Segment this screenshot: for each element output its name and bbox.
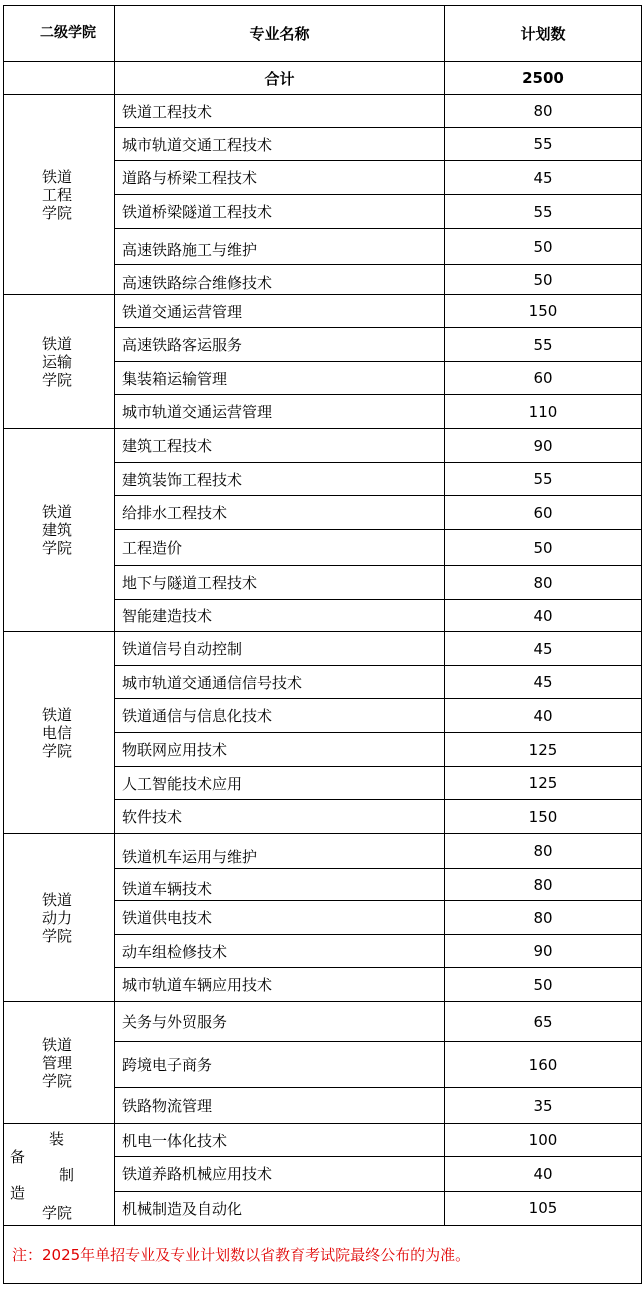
header-count: 计划数	[445, 6, 642, 62]
major-name: 城市轨道交通通信信号技术	[115, 666, 445, 699]
plan-count: 60	[445, 496, 642, 530]
major-name: 铁道工程技术	[115, 95, 445, 128]
college-cell	[4, 1002, 115, 1124]
college-cell	[4, 429, 115, 632]
plan-count: 105	[445, 1191, 642, 1225]
college-cell	[4, 95, 115, 295]
college-name-line: 运输	[42, 352, 73, 371]
major-name: 铁道通信与信息化技术	[115, 699, 445, 733]
plan-count: 55	[445, 328, 642, 362]
college-name-line: 学院	[42, 926, 73, 945]
plan-count: 55	[445, 128, 642, 161]
total-row	[4, 62, 642, 95]
table-row	[4, 1124, 642, 1157]
note-row	[4, 1226, 642, 1284]
college-name-line: 铁道	[42, 1035, 73, 1054]
college-name-line: 管理	[42, 1053, 73, 1072]
college-name-line: 电信	[42, 723, 73, 742]
table-row	[4, 429, 642, 463]
major-name: 机电一体化技术	[115, 1124, 445, 1157]
plan-count: 90	[445, 429, 642, 463]
major-name: 机械制造及自动化	[115, 1191, 445, 1225]
college-cell	[4, 295, 115, 429]
college-name-line: 装	[49, 1130, 65, 1148]
major-name: 动车组检修技术	[115, 935, 445, 968]
plan-count: 125	[445, 767, 642, 800]
college-name-line: 学院	[42, 741, 73, 760]
major-name: 道路与桥梁工程技术	[115, 161, 445, 195]
college-cell	[4, 834, 115, 1002]
plan-count: 80	[445, 566, 642, 600]
major-name: 铁道养路机械应用技术	[115, 1157, 445, 1191]
plan-count: 80	[445, 834, 642, 869]
header-college: 二级学院	[4, 6, 115, 62]
header-row	[4, 6, 642, 62]
footnote: 注：2025年单招专业及专业计划数以省教育考试院最终公布的为准。	[4, 1226, 642, 1284]
college-name-line: 制	[59, 1166, 75, 1184]
table-row	[4, 632, 642, 666]
plan-count: 100	[445, 1124, 642, 1157]
major-name: 软件技术	[115, 800, 445, 834]
college-name-line: 学院	[42, 203, 73, 222]
major-name: 建筑装饰工程技术	[115, 463, 445, 496]
college-name-line: 造	[10, 1184, 26, 1202]
college-name-line: 建筑	[42, 521, 73, 539]
major-name: 建筑工程技术	[115, 429, 445, 463]
plan-count: 45	[445, 161, 642, 195]
total-value: 2500	[445, 62, 642, 95]
plan-count: 40	[445, 699, 642, 733]
major-name: 铁道信号自动控制	[115, 632, 445, 666]
major-name: 铁道交通运营管理	[115, 295, 445, 328]
major-name: 工程造价	[115, 530, 445, 566]
college-name-line: 备	[10, 1148, 26, 1166]
plan-count: 55	[445, 463, 642, 496]
table-row	[4, 1002, 642, 1042]
plan-count: 150	[445, 800, 642, 834]
plan-count: 65	[445, 1002, 642, 1042]
plan-count: 50	[445, 229, 642, 265]
plan-count: 60	[445, 362, 642, 395]
plan-count: 45	[445, 632, 642, 666]
major-name: 铁路物流管理	[115, 1088, 445, 1124]
major-name: 高速铁路施工与维护	[115, 229, 445, 265]
college-cell	[4, 632, 115, 834]
college-cell	[4, 1124, 115, 1226]
plan-count: 80	[445, 95, 642, 128]
college-name-line: 学院	[42, 1071, 73, 1090]
college-name-line: 铁道	[42, 167, 73, 186]
major-name: 城市轨道交通工程技术	[115, 128, 445, 161]
plan-count: 55	[445, 195, 642, 229]
major-name: 跨境电子商务	[115, 1042, 445, 1088]
plan-count: 80	[445, 869, 642, 901]
college-name-line: 工程	[42, 185, 73, 204]
table-row	[4, 95, 642, 128]
enrollment-plan-table	[3, 5, 642, 1284]
plan-count: 40	[445, 600, 642, 632]
major-name: 智能建造技术	[115, 600, 445, 632]
plan-count: 110	[445, 395, 642, 429]
college-name-line: 铁道	[42, 334, 73, 353]
total-empty	[4, 62, 115, 95]
plan-count: 50	[445, 968, 642, 1002]
major-name: 城市轨道交通运营管理	[115, 395, 445, 429]
major-name: 地下与隧道工程技术	[115, 566, 445, 600]
plan-count: 35	[445, 1088, 642, 1124]
major-name: 物联网应用技术	[115, 733, 445, 767]
plan-count: 50	[445, 265, 642, 295]
plan-count: 90	[445, 935, 642, 968]
major-name: 铁道机车运用与维护	[115, 834, 445, 869]
plan-count: 80	[445, 901, 642, 935]
total-label: 合计	[115, 62, 445, 95]
college-name-line: 学院	[42, 370, 73, 389]
college-name-line: 铁道	[42, 705, 73, 724]
plan-count: 40	[445, 1157, 642, 1191]
plan-count: 125	[445, 733, 642, 767]
major-name: 铁道供电技术	[115, 901, 445, 935]
header-major: 专业名称	[115, 6, 445, 62]
major-name: 铁道车辆技术	[115, 869, 445, 901]
major-name: 高速铁路客运服务	[115, 328, 445, 362]
plan-count: 150	[445, 295, 642, 328]
college-name-line: 铁道	[42, 890, 73, 909]
table-row	[4, 295, 642, 328]
major-name: 高速铁路综合维修技术	[115, 265, 445, 295]
major-name: 城市轨道车辆应用技术	[115, 968, 445, 1002]
college-name-line: 动力	[42, 908, 73, 927]
major-name: 集装箱运输管理	[115, 362, 445, 395]
plan-count: 45	[445, 666, 642, 699]
table-row	[4, 834, 642, 869]
major-name: 铁道桥梁隧道工程技术	[115, 195, 445, 229]
college-name-line: 学院	[42, 1204, 73, 1222]
college-name-line: 学院	[42, 539, 73, 557]
college-name-line: 铁道	[42, 503, 73, 521]
major-name: 人工智能技术应用	[115, 767, 445, 800]
major-name: 关务与外贸服务	[115, 1002, 445, 1042]
plan-count: 160	[445, 1042, 642, 1088]
major-name: 给排水工程技术	[115, 496, 445, 530]
plan-count: 50	[445, 530, 642, 566]
